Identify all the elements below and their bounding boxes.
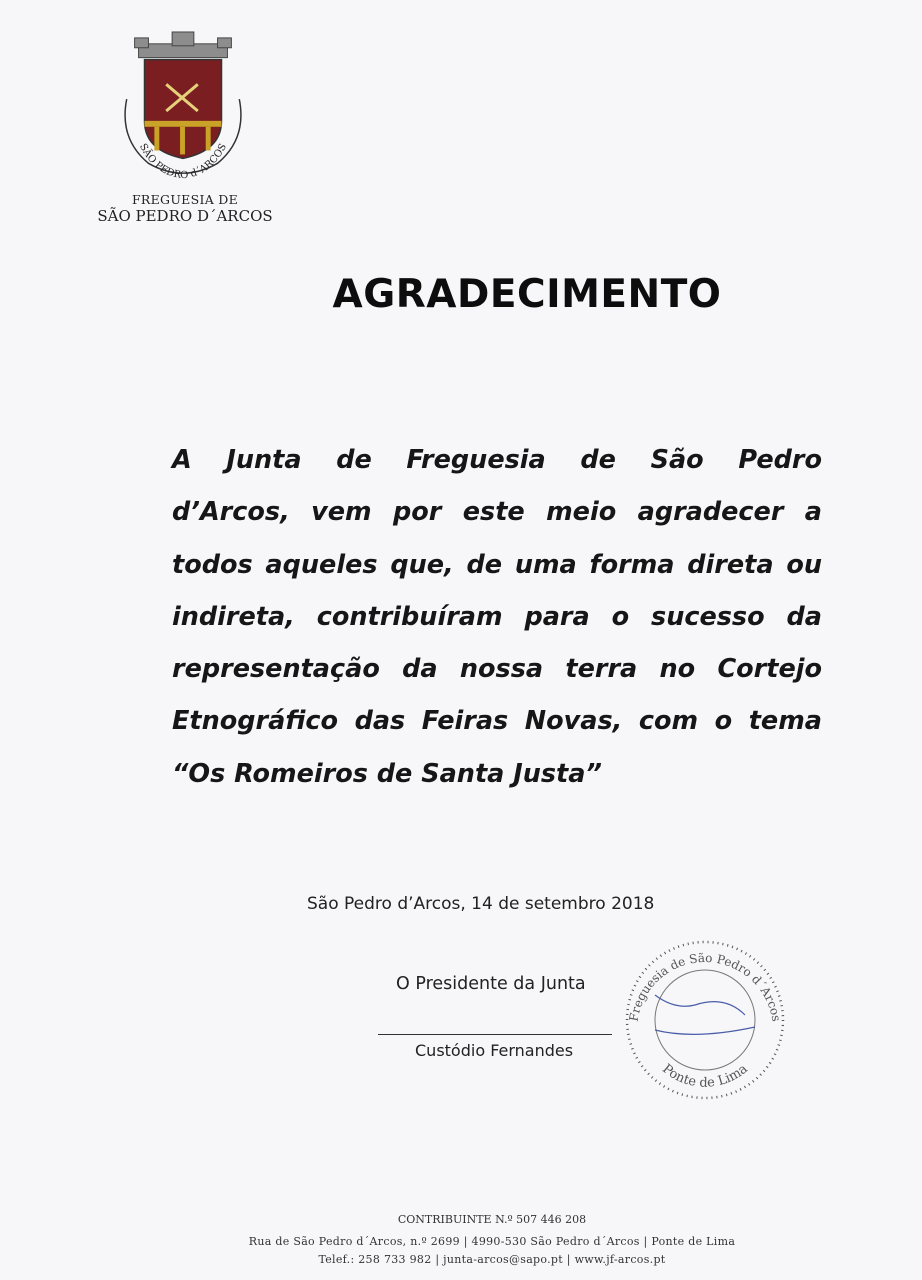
body-line: “Os Romeiros de Santa Justa” bbox=[172, 758, 602, 789]
document-title: AGRADECIMENTO bbox=[332, 272, 722, 317]
body-line: indireta, contribuíram para o sucesso da bbox=[172, 601, 822, 632]
body-line: d’Arcos, vem por este meio agradecer a bbox=[172, 497, 822, 528]
footer-tax-id: CONTRIBUINTE N.º 507 446 208 bbox=[397, 1213, 587, 1226]
coat-of-arms-logo bbox=[108, 30, 258, 188]
signatory-role: O Presidente da Junta bbox=[396, 974, 586, 994]
body-line: todos aqueles que, de uma forma direta ou bbox=[172, 549, 822, 580]
date-line: São Pedro d’Arcos, 14 de setembro 2018 bbox=[307, 894, 655, 914]
body-line: A Junta de Freguesia de São Pedro bbox=[172, 445, 822, 475]
svg-text:Ponte de Lima bbox=[659, 1061, 751, 1090]
stamp-bottom-text: Ponte de Lima bbox=[659, 1061, 751, 1091]
footer-contacts: Telef.: 258 733 982 | junta-arcos@sapo.pt | www.jf-arcos.pt bbox=[318, 1253, 666, 1266]
crest-motto: SÃO PEDRO d´ARCOS bbox=[136, 141, 230, 182]
body-line: representação da nossa terra no Cortejo bbox=[172, 654, 822, 685]
org-line-2: SÃO PEDRO D´ARCOS bbox=[97, 207, 273, 225]
signature-line bbox=[378, 1034, 612, 1035]
body-line: Etnográfico das Feiras Novas, com o tema bbox=[172, 706, 822, 737]
svg-text:Freguesia de São Pedro d´Arcos bbox=[627, 951, 784, 1023]
org-line-1: FREGUESIA DE bbox=[131, 192, 239, 207]
official-stamp bbox=[615, 935, 795, 1105]
stamp-top-text: Freguesia de São Pedro d´Arcos bbox=[626, 950, 784, 1023]
body-paragraph bbox=[172, 438, 822, 804]
footer-address: Rua de São Pedro d´Arcos, n.º 2699 | 4990-530 São Pedro d´Arcos | Ponte de Lima bbox=[248, 1235, 736, 1248]
signatory-name: Custódio Fernandes bbox=[415, 1041, 574, 1060]
